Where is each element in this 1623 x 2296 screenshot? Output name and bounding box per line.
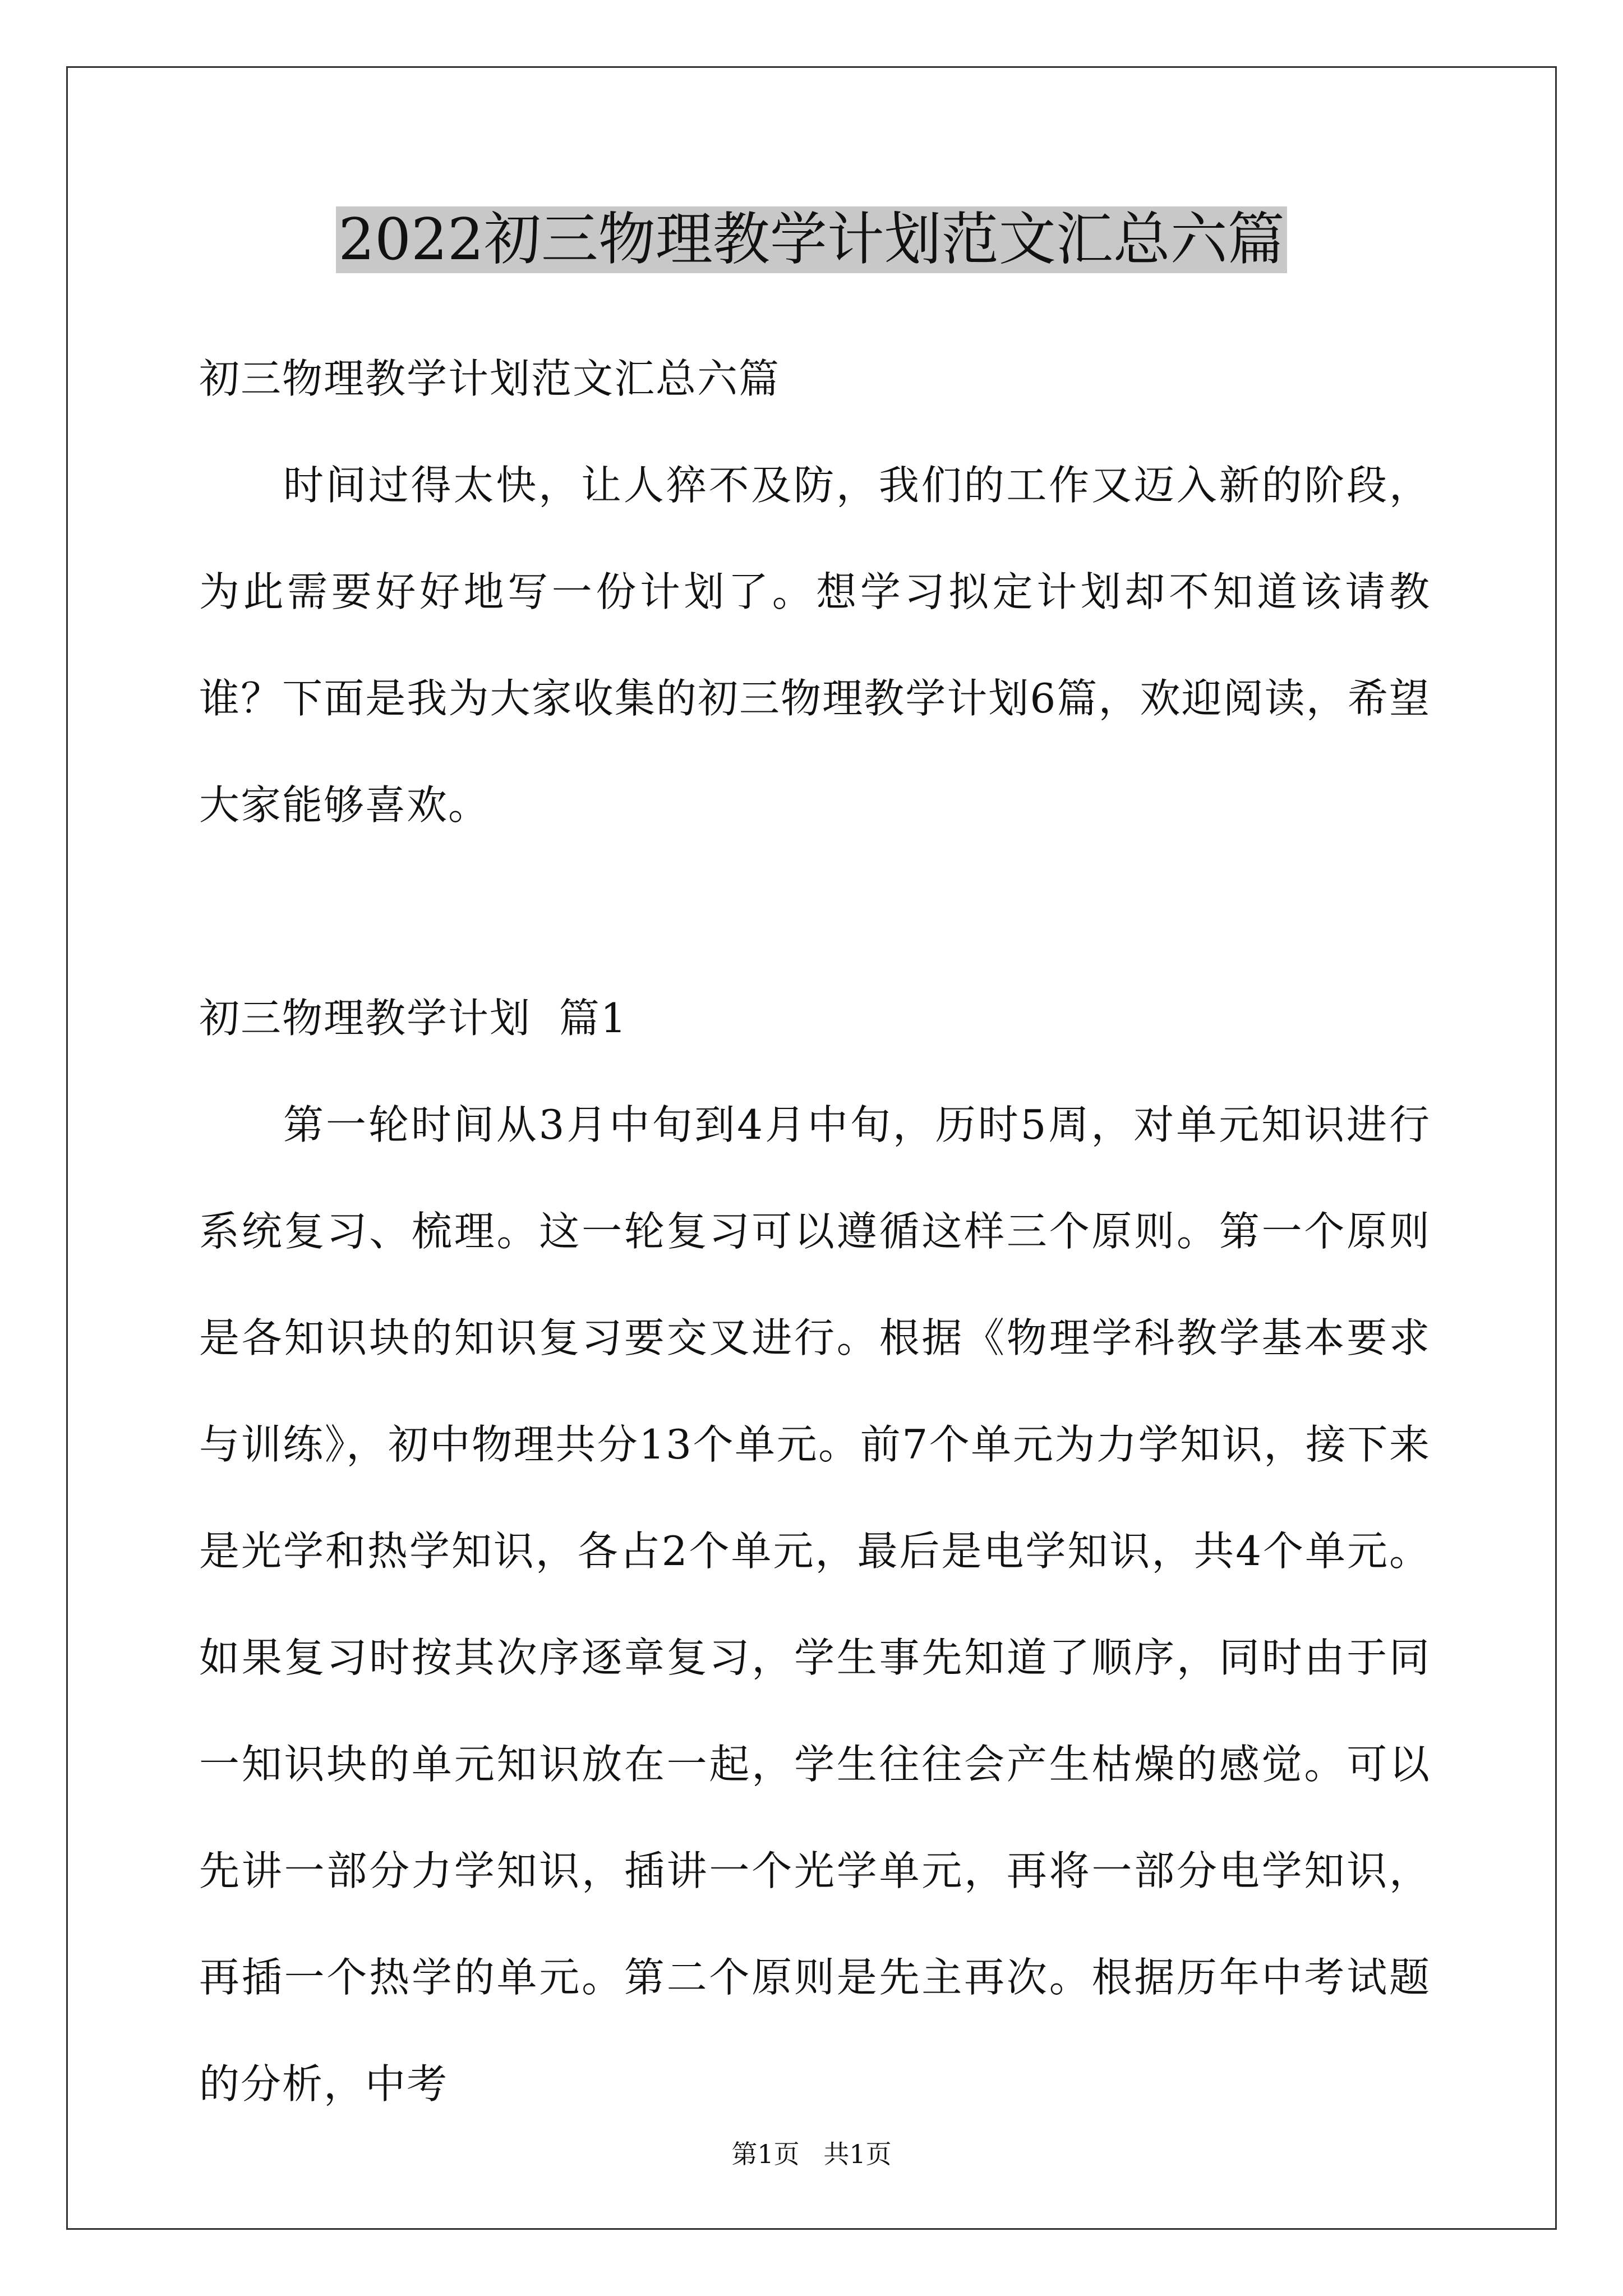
document-subtitle: 初三物理教学计划范文汇总六篇: [199, 355, 781, 402]
page-total: 共1页: [823, 2139, 892, 2169]
section-heading-1: 初三物理教学计划 篇1: [199, 995, 628, 1042]
intro-paragraph: 时间过得太快，让人猝不及防，我们的工作又迈入新的阶段，为此需要好好地写一份计划了。想学习拟定计划却不知道该请教谁？下面是我为大家收集的初三物理教学计划6篇，欢迎阅读，希望大家能够喜欢。: [199, 462, 1431, 829]
page-footer: [0, 2137, 1623, 2171]
section-paragraph-1: 第一轮时间从3月中旬到4月中旬，历时5周，对单元知识进行系统复习、梳理。这一轮复习可以遵循这样三个原则。第一个原则是各知识块的知识复习要交叉进行。根据《物理学科教学基本要求与训练》，初中物理共分13个单元。前7个单元为力学知识，接下来是光学和热学知识，各占2个单元，最后是电学知识，共4个单元。如果复习时按其次序逐章复习，学生事先知道了顺序，同时由于同一知识块的单元知识放在一起，学生往往会产生枯燥的感觉。可以先讲一部分力学知识，插讲一个光学单元，再将一部分电学知识，再插一个热学的单元。第二个原则是先主再次。根据历年中考试题的分析，中考: [199, 1101, 1431, 2108]
document-title-text: 2022初三物理教学计划范文汇总六篇: [336, 206, 1287, 273]
page-number: 第1页: [731, 2139, 800, 2169]
document-title: [0, 201, 1623, 279]
